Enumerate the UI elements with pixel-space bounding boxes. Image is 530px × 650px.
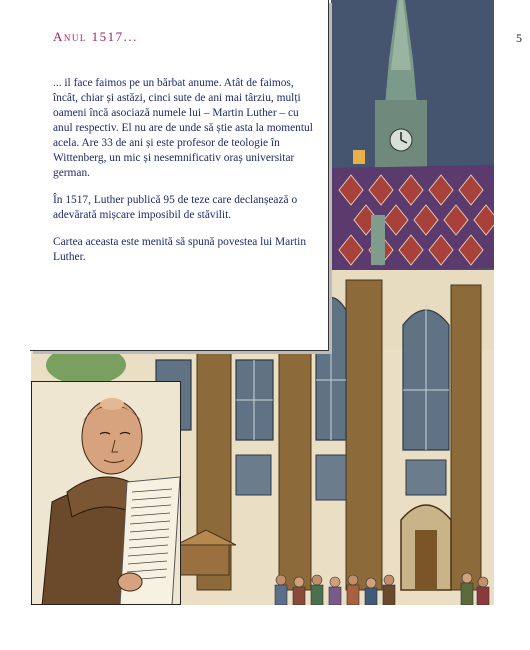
page-number: 5 [516, 31, 522, 45]
paragraph: ... il face faimos pe un bărbat anume. Atât de faimos, încât, chiar și astăzi, cinci sute de ani mai târziu, mulți oameni încă asociază numele lui – Martin Luther – cu anul respectiv. El nu are de unde să știe asta la momentul acela. Are 33 de ani și este profesor de teologie în Wittenberg, un mic și nesemnificativ oraș universitar german. [53, 77, 313, 179]
section-heading: Anul 1517... [53, 29, 138, 44]
intro-body [53, 76, 313, 277]
intro-text-box [30, 0, 329, 351]
paragraph: Cartea aceasta este menită să spună povestea lui Martin Luther. [53, 236, 307, 263]
luther-portrait [31, 381, 181, 605]
paragraph: În 1517, Luther publică 95 de teze care declanșează o adevărată mișcare imposibil de stăvilit. [53, 194, 298, 221]
